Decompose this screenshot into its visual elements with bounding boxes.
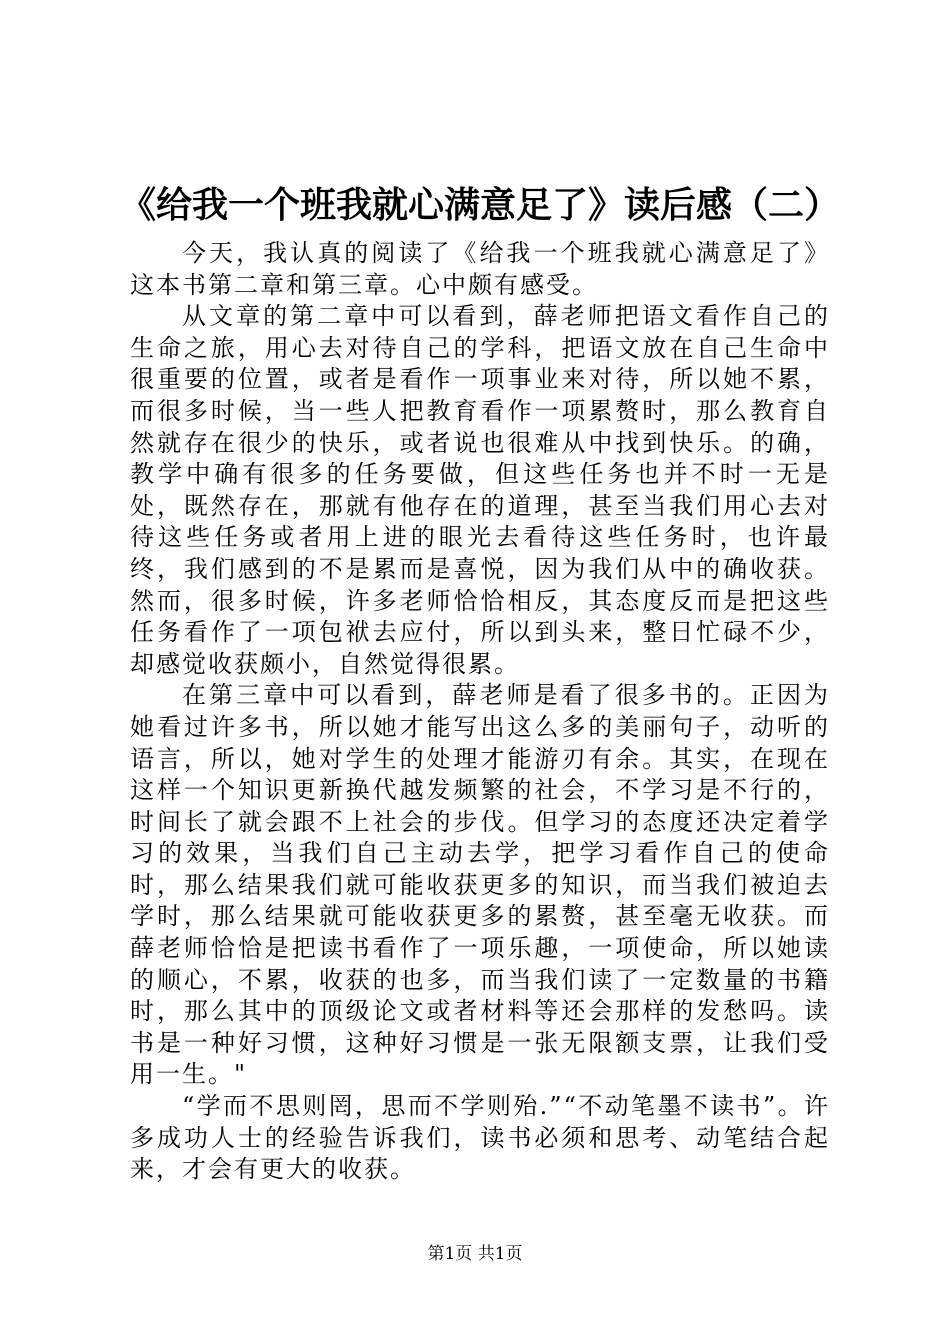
page-footer: 第1页 共1页 (427, 1244, 523, 1264)
paragraph-2: 从文章的第二章中可以看到，薛老师把语文看作自己的生命之旅，用心去对待自己的学科，把语文放在自己生命中很重要的位置，或者是看作一项事业来对待，所以她不累，而很多时候，当一些人把教育看作一项累赘时，那么教育自然就存在很少的快乐，或者说也很难从中找到快乐。的确，教学中确有很多的任务要做，但这些任务也并不时一无是处，既然存在，那就有他存在的道理，甚至当我们用心去对待这些任务或者用上进的眼光去看待这些任务时，也许最终，我们感到的不是累而是喜悦，因为我们从中的确收获。然而，很多时候，许多老师恰恰相反，其态度反而是把这些任务看作了一项包袱去应付，所以到头来，整日忙碌不少，却感觉收获颇小，自然觉得很累。 (130, 302, 830, 678)
paragraph-3: 在第三章中可以看到，薛老师是看了很多书的。正因为她看过许多书，所以她才能写出这么多的美丽句子，动听的语言，所以，她对学生的处理才能游刃有余。其实，在现在这样一个知识更新换代越发频繁的社会，不学习是不行的，时间长了就会跟不上社会的步伐。但学习的态度还决定着学习的效果，当我们自己主动去学，把学习看作自己的使命时，那么结果我们就可能收获更多的知识，而当我们被迫去学时，那么结果就可能收获更多的累赘，甚至毫无收获。而薛老师恰恰是把读书看作了一项乐趣，一项使命，所以她读的顺心，不累，收获的也多，而当我们读了一定数量的书籍时，那么其中的顶级论文或者材料等还会那样的发愁吗。读书是一种好习惯，这种好习惯是一张无限额支票，让我们受用一生。" (130, 681, 830, 1089)
page-title: 《给我一个班我就心满意足了》读后感（二） (120, 185, 841, 226)
paragraph-4: “学而不思则罔，思而不学则殆.”“不动笔墨不读书”。许多成功人士的经验告诉我们，读书必须和思考、动笔结合起来，才会有更大的收获。 (130, 1092, 830, 1184)
paragraph-1: 今天，我认真的阅读了《给我一个班我就心满意足了》这本书第二章和第三章。心中颇有感受。 (130, 239, 830, 299)
article-body (130, 238, 830, 1186)
